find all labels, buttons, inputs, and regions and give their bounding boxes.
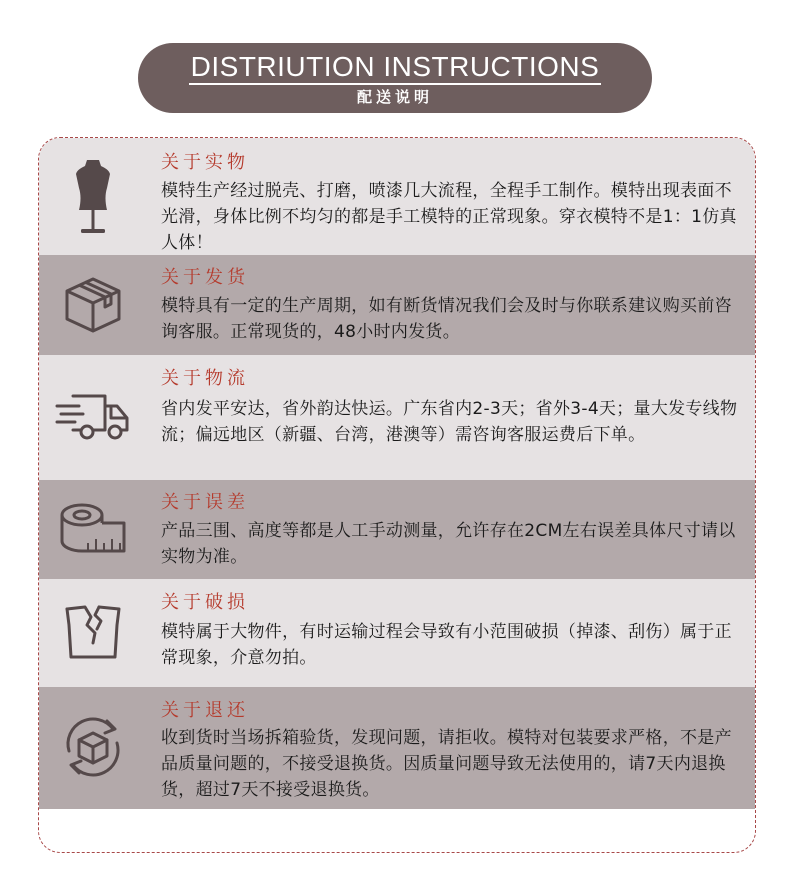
delivery-truck-icon — [55, 380, 131, 456]
section-body: 省内发平安达，省外韵达快运。广东省内2-3天；省外3-4天；量大发专线物流；偏远地区（新疆、台湾，港澳等）需咨询客服运费后下单。 — [161, 399, 738, 445]
section-title: 关于误差 — [161, 492, 249, 513]
page-title: DISTRIUTION INSTRUCTIONS — [189, 52, 602, 85]
header-banner — [138, 43, 652, 113]
package-box-icon — [55, 267, 131, 343]
section-error — [39, 480, 755, 579]
section-title: 关于物流 — [161, 368, 249, 389]
section-title: 关于实物 — [161, 152, 249, 173]
section-body: 收到货时当场拆箱验货，发现问题，请拒收。模特对包装要求严格，不是产品质量问题的，不接受退换货。因质量问题导致无法使用的，请7天内退换货，超过7天不接受退换货。 — [161, 728, 732, 800]
section-title: 关于破损 — [161, 592, 249, 613]
return-exchange-icon — [55, 709, 131, 785]
section-body: 模特生产经过脱壳、打磨，喷漆几大流程，全程手工制作。模特出现表面不光滑，身体比例不均匀的都是手工模特的正常现象。穿衣模特不是1：1仿真人体！ — [161, 181, 737, 253]
mannequin-icon — [55, 160, 131, 236]
section-body: 模特属于大物件，有时运输过程会导致有小范围破损（掉漆、刮伤）属于正常现象，介意勿拍。 — [161, 622, 732, 668]
section-shipping — [39, 255, 755, 355]
section-title: 关于发货 — [161, 267, 249, 288]
measuring-tape-icon — [55, 491, 131, 567]
section-damage — [39, 579, 755, 687]
section-goods — [39, 138, 755, 255]
section-logistics — [39, 355, 755, 480]
section-body: 模特具有一定的生产周期，如有断货情况我们会及时与你联系建议购买前咨询客服。正常现货的，48小时内发货。 — [161, 296, 732, 342]
section-title: 关于退还 — [161, 700, 249, 721]
broken-item-icon — [55, 595, 131, 671]
section-returns — [39, 687, 755, 809]
instructions-card — [38, 137, 756, 853]
page-subtitle: 配送说明 — [356, 88, 433, 106]
section-body: 产品三围、高度等都是人工手动测量，允许存在2CM左右误差具体尺寸请以实物为准。 — [161, 521, 736, 567]
